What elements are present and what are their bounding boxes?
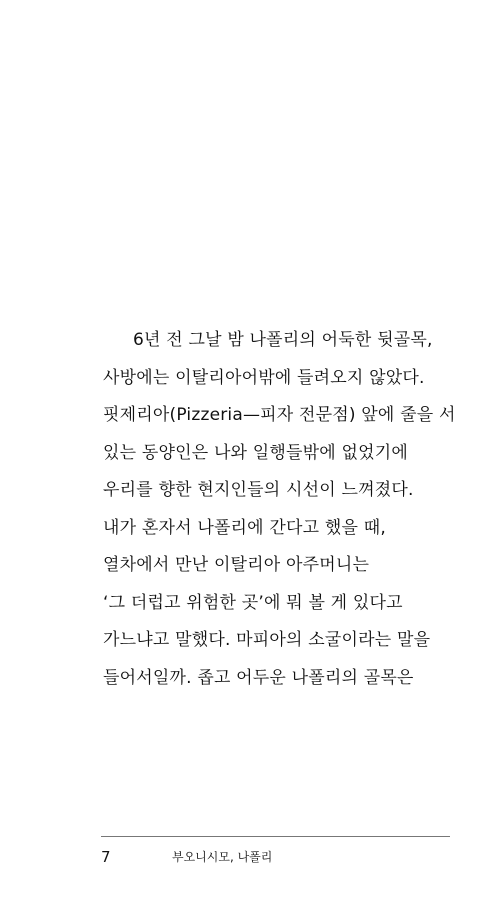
body-text [103,322,463,697]
text-line-1: 6년 전 그날 밤 나폴리의 어둑한 뒷골목, [133,330,433,350]
page-number: 7 [101,848,111,866]
text-line-3: 핏제리아(Pizzeria—피자 전문점) 앞에 줄을 서 [103,405,456,425]
text-line-8: ‘그 더럽고 위험한 곳’에 뭐 볼 게 있다고 [103,592,403,613]
text-line-10: 들어서일까. 좁고 어두운 나폴리의 골목은 [103,667,414,688]
page-footer [101,836,450,876]
text-line-4: 있는 동양인은 나와 일행들밖에 없었기에 [103,442,408,463]
running-head: 부오니시모, 나폴리 [172,850,273,864]
text-line-2: 사방에는 이탈리아어밖에 들려오지 않았다. [103,367,425,388]
text-line-9: 가느냐고 말했다. 마피아의 소굴이라는 말을 [103,630,431,650]
text-line-6: 내가 혼자서 나폴리에 간다고 했을 때, [103,517,386,538]
footer-divider [101,836,450,837]
text-line-5: 우리를 향한 현지인들의 시선이 느껴졌다. [103,480,414,500]
text-line-7: 열차에서 만난 이탈리아 아주머니는 [103,555,370,575]
